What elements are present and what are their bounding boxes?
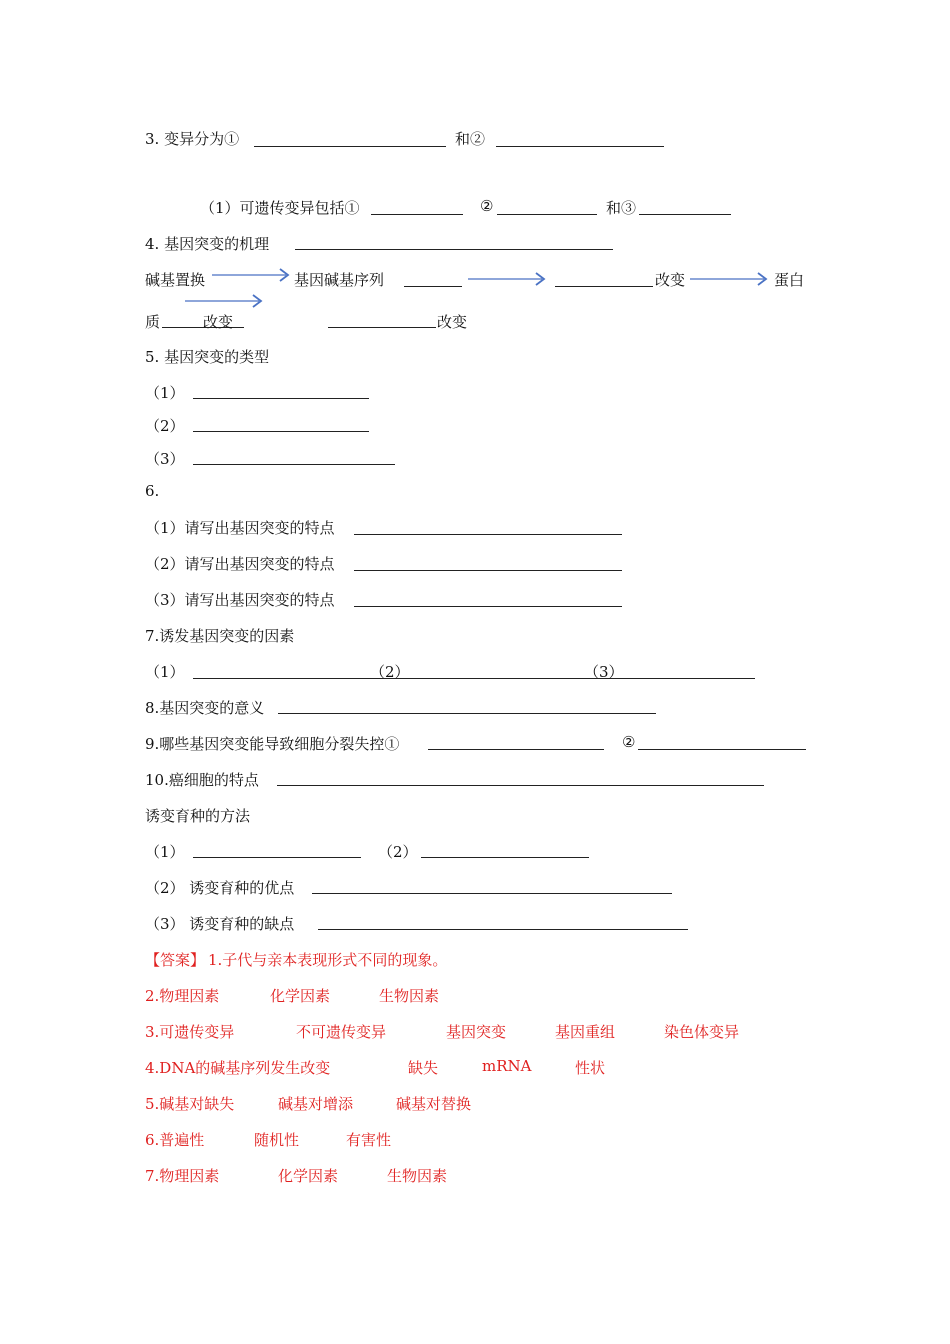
q6-blank-2[interactable] — [354, 570, 622, 571]
answer-4-1: 4.DNA的碱基序列发生改变 — [145, 1059, 331, 1077]
q7-blank[interactable] — [193, 678, 755, 679]
q6-item-2: （2）请写出基因突变的特点 — [145, 555, 335, 573]
answer-5-2: 碱基对增添 — [278, 1095, 354, 1113]
arrow-icon — [690, 272, 772, 286]
flow-change1: 改变 — [655, 271, 686, 289]
flow-b: 基因碱基序列 — [294, 271, 385, 289]
breed-item-2: （2） — [378, 843, 418, 861]
q9-blank-1[interactable] — [428, 749, 604, 750]
q3-1-text: （1）可遗传变异包括① — [200, 199, 360, 217]
q7-item-3: （3） — [584, 663, 624, 681]
q3-1-and3: 和③ — [606, 199, 637, 217]
flow-d: 质 — [145, 313, 161, 331]
answer-4-3: mRNA — [482, 1057, 532, 1075]
q9-text: 9.哪些基因突变能导致细胞分裂失控① — [145, 735, 400, 753]
q3-1-blank-1[interactable] — [371, 214, 463, 215]
breed-dis: （3） 诱变育种的缺点 — [145, 915, 295, 933]
q9-c2: ② — [622, 733, 636, 751]
answer-4-2: 缺失 — [408, 1059, 439, 1077]
answer-3-3: 基因突变 — [446, 1023, 507, 1041]
q6-blank-1[interactable] — [354, 534, 622, 535]
q3-blank-2[interactable] — [496, 146, 664, 147]
q5-blank-2[interactable] — [193, 431, 369, 432]
answer-2-2: 化学因素 — [270, 987, 331, 1005]
answer-5-1: 5.碱基对缺失 — [145, 1095, 235, 1113]
breed-title: 诱变育种的方法 — [145, 807, 251, 825]
breed-adv: （2） 诱变育种的优点 — [145, 879, 295, 897]
breed-dis-blank[interactable] — [318, 929, 688, 930]
q7-item-1: （1） — [145, 663, 185, 681]
answer-7-3: 生物因素 — [387, 1167, 448, 1185]
q10-text: 10.癌细胞的特点 — [145, 771, 259, 789]
breed-item-1: （1） — [145, 843, 185, 861]
answer-7-2: 化学因素 — [278, 1167, 339, 1185]
q4-text: 4. 基因突变的机理 — [145, 235, 270, 253]
answer-3-4: 基因重组 — [555, 1023, 616, 1041]
q5-blank-1[interactable] — [193, 398, 369, 399]
q3-and2: 和② — [455, 130, 486, 148]
q6-item-3: （3）请写出基因突变的特点 — [145, 591, 335, 609]
q5-item-3: （3） — [145, 450, 185, 468]
q5-text: 5. 基因突变的类型 — [145, 348, 270, 366]
arrow-icon — [185, 294, 267, 308]
breed-blank-2[interactable] — [421, 857, 589, 858]
q6-item-1: （1）请写出基因突变的特点 — [145, 519, 335, 537]
answer-6-2: 随机性 — [254, 1131, 300, 1149]
breed-blank-1[interactable] — [193, 857, 361, 858]
flow-blank-2[interactable] — [555, 286, 653, 287]
q7-text: 7.诱发基因突变的因素 — [145, 627, 295, 645]
answer-3-1: 3.可遗传变异 — [145, 1023, 235, 1041]
answer-7-1: 7.物理因素 — [145, 1167, 220, 1185]
answer-1: 1.子代与亲本表现形式不同的现象。 — [208, 951, 448, 969]
flow-a: 碱基置换 — [145, 271, 206, 289]
answer-3-2: 不可遗传变异 — [296, 1023, 387, 1041]
q3-1-blank-3[interactable] — [639, 214, 731, 215]
answer-label: 【答案】 — [145, 951, 206, 969]
q10-blank[interactable] — [277, 785, 764, 786]
q5-blank-3[interactable] — [193, 464, 395, 465]
q5-item-2: （2） — [145, 417, 185, 435]
q3-1-c2: ② — [480, 197, 494, 215]
answer-3-5: 染色体变异 — [664, 1023, 740, 1041]
q3-blank-1[interactable] — [254, 146, 446, 147]
flow-blank-4[interactable] — [328, 327, 436, 328]
q7-item-2: （2） — [370, 663, 410, 681]
arrow-icon — [212, 268, 294, 282]
flow-c: 蛋白 — [774, 271, 805, 289]
answer-5-3: 碱基对替换 — [396, 1095, 472, 1113]
flow-blank-1[interactable] — [404, 286, 462, 287]
q8-blank[interactable] — [278, 713, 656, 714]
q6-text: 6. — [145, 482, 160, 500]
q9-blank-2[interactable] — [638, 749, 806, 750]
q8-text: 8.基因突变的意义 — [145, 699, 265, 717]
answer-6-1: 6.普遍性 — [145, 1131, 205, 1149]
flow-change3: 改变 — [437, 313, 468, 331]
answer-4-4: 性状 — [575, 1059, 606, 1077]
q5-item-1: （1） — [145, 384, 185, 402]
q4-blank[interactable] — [295, 249, 613, 250]
answer-2-3: 生物因素 — [379, 987, 440, 1005]
q6-blank-3[interactable] — [354, 606, 622, 607]
answer-6-3: 有害性 — [346, 1131, 392, 1149]
breed-adv-blank[interactable] — [312, 893, 672, 894]
flow-change2: 改变 — [203, 313, 234, 331]
answer-2-1: 2.物理因素 — [145, 987, 220, 1005]
arrow-icon — [468, 272, 550, 286]
q3-text: 3. 变异分为① — [145, 130, 240, 148]
q3-1-blank-2[interactable] — [497, 214, 597, 215]
